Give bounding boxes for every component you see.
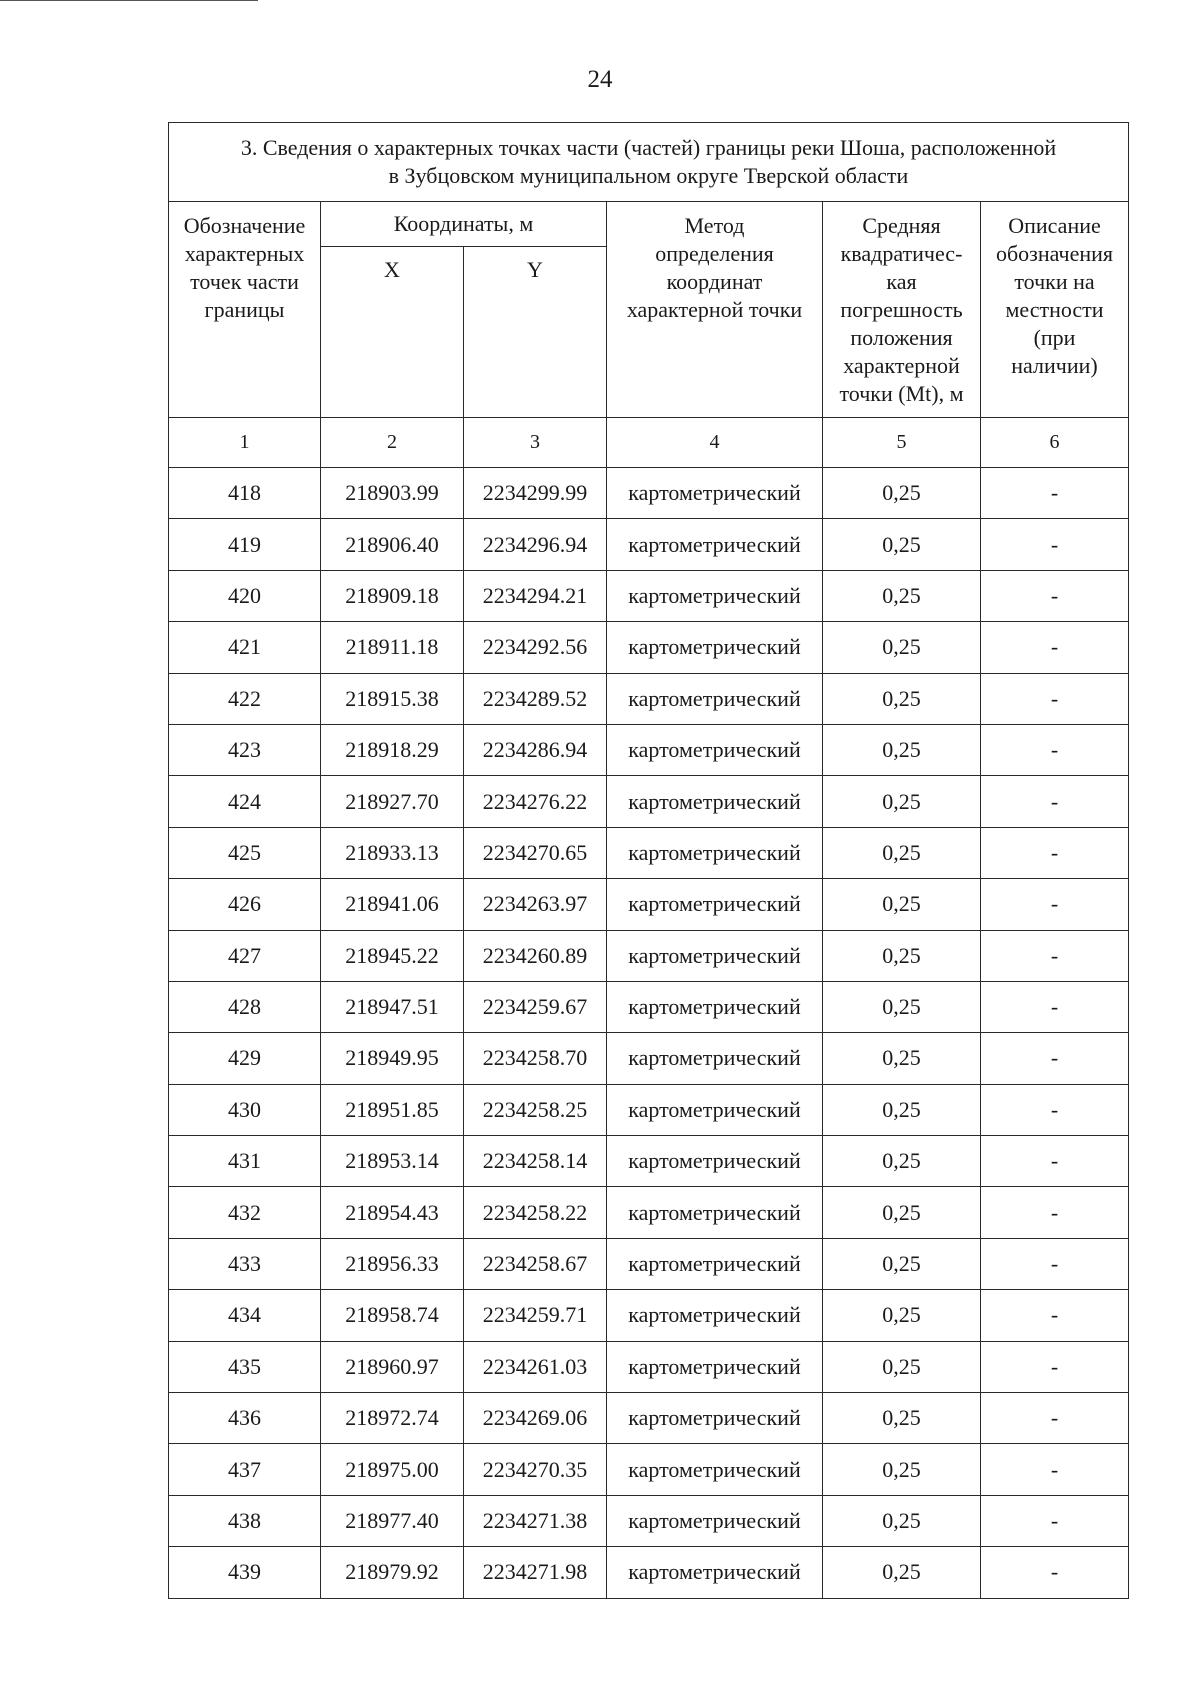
cell-error: 0,25	[823, 1290, 981, 1341]
cell-x: 218909.18	[321, 570, 464, 621]
cell-point-id: 436	[169, 1393, 321, 1444]
cell-description: -	[981, 1033, 1129, 1084]
cell-y: 2234258.67	[464, 1238, 607, 1289]
cell-error: 0,25	[823, 827, 981, 878]
table-row	[169, 1290, 1129, 1341]
cell-error: 0,25	[823, 1495, 981, 1546]
cell-error: 0,25	[823, 776, 981, 827]
cell-x: 218903.99	[321, 468, 464, 519]
header-line: положения	[850, 325, 953, 350]
table-row	[169, 1341, 1129, 1392]
cell-description: -	[981, 673, 1129, 724]
cell-description: -	[981, 827, 1129, 878]
cell-description: -	[981, 1393, 1129, 1444]
cell-y: 2234286.94	[464, 724, 607, 775]
header-line: точек части	[190, 269, 299, 294]
header-line: (при	[1033, 325, 1076, 350]
header-line: Описание	[1008, 213, 1101, 238]
table-row	[169, 1393, 1129, 1444]
cell-description: -	[981, 1444, 1129, 1495]
cell-x: 218927.70	[321, 776, 464, 827]
cell-y: 2234261.03	[464, 1341, 607, 1392]
cell-error: 0,25	[823, 981, 981, 1032]
cell-point-id: 437	[169, 1444, 321, 1495]
cell-y: 2234270.35	[464, 1444, 607, 1495]
table-row	[169, 1187, 1129, 1238]
header-line: границы	[204, 297, 285, 322]
table-row	[169, 879, 1129, 930]
cell-error: 0,25	[823, 468, 981, 519]
cell-x: 218954.43	[321, 1187, 464, 1238]
cell-y: 2234269.06	[464, 1393, 607, 1444]
cell-x: 218915.38	[321, 673, 464, 724]
cell-point-id: 418	[169, 468, 321, 519]
table-caption	[169, 123, 1129, 202]
cell-x: 218972.74	[321, 1393, 464, 1444]
cell-x: 218911.18	[321, 622, 464, 673]
cell-y: 2234271.38	[464, 1495, 607, 1546]
cell-y: 2234263.97	[464, 879, 607, 930]
header-line: квадратичес-	[840, 241, 963, 266]
cell-x: 218977.40	[321, 1495, 464, 1546]
cell-method: картометрический	[607, 930, 823, 981]
cell-method: картометрический	[607, 1136, 823, 1187]
cell-method: картометрический	[607, 827, 823, 878]
cell-error: 0,25	[823, 1084, 981, 1135]
column-number: 3	[464, 418, 607, 468]
cell-point-id: 434	[169, 1290, 321, 1341]
table-row	[169, 1547, 1129, 1598]
cell-method: картометрический	[607, 879, 823, 930]
cell-method: картометрический	[607, 1495, 823, 1546]
header-line: Средняя	[862, 213, 941, 238]
cell-point-id: 438	[169, 1495, 321, 1546]
cell-y: 2234270.65	[464, 827, 607, 878]
table-row	[169, 724, 1129, 775]
cell-error: 0,25	[823, 1444, 981, 1495]
cell-method: картометрический	[607, 1444, 823, 1495]
cell-method: картометрический	[607, 519, 823, 570]
cell-error: 0,25	[823, 622, 981, 673]
cell-point-id: 433	[169, 1238, 321, 1289]
table-row	[169, 570, 1129, 621]
cell-method: картометрический	[607, 1084, 823, 1135]
cell-description: -	[981, 1495, 1129, 1546]
cell-error: 0,25	[823, 1341, 981, 1392]
table-row	[169, 827, 1129, 878]
page-number: 24	[587, 66, 613, 93]
cell-x: 218918.29	[321, 724, 464, 775]
header-point-designation	[169, 202, 321, 418]
cell-y: 2234292.56	[464, 622, 607, 673]
cell-x: 218958.74	[321, 1290, 464, 1341]
cell-point-id: 426	[169, 879, 321, 930]
cell-error: 0,25	[823, 1238, 981, 1289]
cell-error: 0,25	[823, 673, 981, 724]
cell-description: -	[981, 1290, 1129, 1341]
cell-method: картометрический	[607, 1238, 823, 1289]
cell-x: 218906.40	[321, 519, 464, 570]
cell-description: -	[981, 468, 1129, 519]
table-row	[169, 1238, 1129, 1289]
cell-method: картометрический	[607, 1290, 823, 1341]
cell-x: 218947.51	[321, 981, 464, 1032]
header-description	[981, 202, 1129, 418]
cell-point-id: 432	[169, 1187, 321, 1238]
cell-point-id: 428	[169, 981, 321, 1032]
cell-description: -	[981, 879, 1129, 930]
cell-y: 2234259.71	[464, 1290, 607, 1341]
cell-error: 0,25	[823, 879, 981, 930]
header-method	[607, 202, 823, 418]
cell-method: картометрический	[607, 622, 823, 673]
cell-method: картометрический	[607, 1547, 823, 1598]
cell-error: 0,25	[823, 1547, 981, 1598]
cell-description: -	[981, 622, 1129, 673]
header-line: характерных	[184, 241, 305, 266]
cell-y: 2234271.98	[464, 1547, 607, 1598]
header-line: точки на	[1014, 269, 1095, 294]
caption-line: в Зубцовском муниципальном округе Тверской области	[388, 163, 909, 188]
cell-y: 2234259.67	[464, 981, 607, 1032]
cell-description: -	[981, 1084, 1129, 1135]
cell-y: 2234289.52	[464, 673, 607, 724]
cell-method: картометрический	[607, 981, 823, 1032]
cell-description: -	[981, 1136, 1129, 1187]
header-line: координат	[666, 269, 763, 294]
column-number: 4	[607, 418, 823, 468]
cell-error: 0,25	[823, 570, 981, 621]
cell-method: картометрический	[607, 1393, 823, 1444]
cell-x: 218953.14	[321, 1136, 464, 1187]
cell-description: -	[981, 930, 1129, 981]
cell-method: картометрический	[607, 1187, 823, 1238]
cell-x: 218941.06	[321, 879, 464, 930]
table-row	[169, 519, 1129, 570]
cell-description: -	[981, 519, 1129, 570]
cell-error: 0,25	[823, 1136, 981, 1187]
cell-method: картометрический	[607, 776, 823, 827]
table-row	[169, 622, 1129, 673]
header-line: определения	[655, 241, 774, 266]
cell-point-id: 427	[169, 930, 321, 981]
cell-point-id: 421	[169, 622, 321, 673]
cell-point-id: 420	[169, 570, 321, 621]
scan-edge-line	[0, 0, 258, 1]
cell-y: 2234294.21	[464, 570, 607, 621]
table-row	[169, 1444, 1129, 1495]
cell-description: -	[981, 570, 1129, 621]
table-body	[169, 468, 1129, 1599]
header-line: характерной точки	[626, 297, 803, 322]
caption-line: 3. Сведения о характерных точках части (частей) границы реки Шоша, расположенной	[240, 135, 1057, 160]
cell-x: 218979.92	[321, 1547, 464, 1598]
cell-y: 2234258.25	[464, 1084, 607, 1135]
cell-error: 0,25	[823, 930, 981, 981]
cell-method: картометрический	[607, 673, 823, 724]
cell-description: -	[981, 1341, 1129, 1392]
cell-y: 2234258.22	[464, 1187, 607, 1238]
cell-y: 2234260.89	[464, 930, 607, 981]
cell-y: 2234276.22	[464, 776, 607, 827]
cell-x: 218933.13	[321, 827, 464, 878]
cell-y: 2234296.94	[464, 519, 607, 570]
header-line: наличии)	[1011, 353, 1098, 378]
header-line: кая	[886, 269, 917, 294]
cell-y: 2234299.99	[464, 468, 607, 519]
cell-x: 218956.33	[321, 1238, 464, 1289]
column-number: 6	[981, 418, 1129, 468]
header-line: точки (Mt), м	[839, 381, 964, 406]
cell-description: -	[981, 776, 1129, 827]
cell-point-id: 430	[169, 1084, 321, 1135]
cell-description: -	[981, 1238, 1129, 1289]
cell-point-id: 423	[169, 724, 321, 775]
cell-description: -	[981, 724, 1129, 775]
header-line: обозначения	[995, 241, 1114, 266]
cell-method: картометрический	[607, 1341, 823, 1392]
column-number: 1	[169, 418, 321, 468]
table-row	[169, 981, 1129, 1032]
cell-point-id: 425	[169, 827, 321, 878]
cell-description: -	[981, 1547, 1129, 1598]
header-line: местности	[1005, 297, 1104, 322]
column-number-row	[169, 418, 1129, 468]
table-row	[169, 1084, 1129, 1135]
cell-x: 218951.85	[321, 1084, 464, 1135]
header-coordinates: Координаты, м	[321, 202, 607, 247]
cell-error: 0,25	[823, 519, 981, 570]
table-row	[169, 1136, 1129, 1187]
header-y: Y	[464, 247, 607, 418]
cell-description: -	[981, 981, 1129, 1032]
cell-point-id: 439	[169, 1547, 321, 1598]
cell-point-id: 424	[169, 776, 321, 827]
cell-error: 0,25	[823, 1393, 981, 1444]
header-x: X	[321, 247, 464, 418]
cell-y: 2234258.14	[464, 1136, 607, 1187]
header-line: Обозначение	[183, 213, 306, 238]
cell-point-id: 419	[169, 519, 321, 570]
cell-error: 0,25	[823, 1187, 981, 1238]
cell-method: картометрический	[607, 468, 823, 519]
cell-point-id: 431	[169, 1136, 321, 1187]
cell-method: картометрический	[607, 724, 823, 775]
header-line: Метод	[684, 213, 745, 238]
table-row	[169, 673, 1129, 724]
cell-method: картометрический	[607, 1033, 823, 1084]
table-row	[169, 776, 1129, 827]
table-row	[169, 930, 1129, 981]
table-row	[169, 1495, 1129, 1546]
cell-error: 0,25	[823, 1033, 981, 1084]
cell-error: 0,25	[823, 724, 981, 775]
cell-point-id: 422	[169, 673, 321, 724]
cell-x: 218975.00	[321, 1444, 464, 1495]
cell-x: 218960.97	[321, 1341, 464, 1392]
table-row	[169, 1033, 1129, 1084]
cell-x: 218945.22	[321, 930, 464, 981]
cell-point-id: 429	[169, 1033, 321, 1084]
column-number: 2	[321, 418, 464, 468]
header-line: характерной	[843, 353, 960, 378]
header-line: погрешность	[840, 297, 963, 322]
column-number: 5	[823, 418, 981, 468]
table-row	[169, 468, 1129, 519]
cell-description: -	[981, 1187, 1129, 1238]
header-error	[823, 202, 981, 418]
boundary-points-table	[168, 122, 1129, 1599]
cell-method: картометрический	[607, 570, 823, 621]
cell-point-id: 435	[169, 1341, 321, 1392]
cell-x: 218949.95	[321, 1033, 464, 1084]
cell-y: 2234258.70	[464, 1033, 607, 1084]
